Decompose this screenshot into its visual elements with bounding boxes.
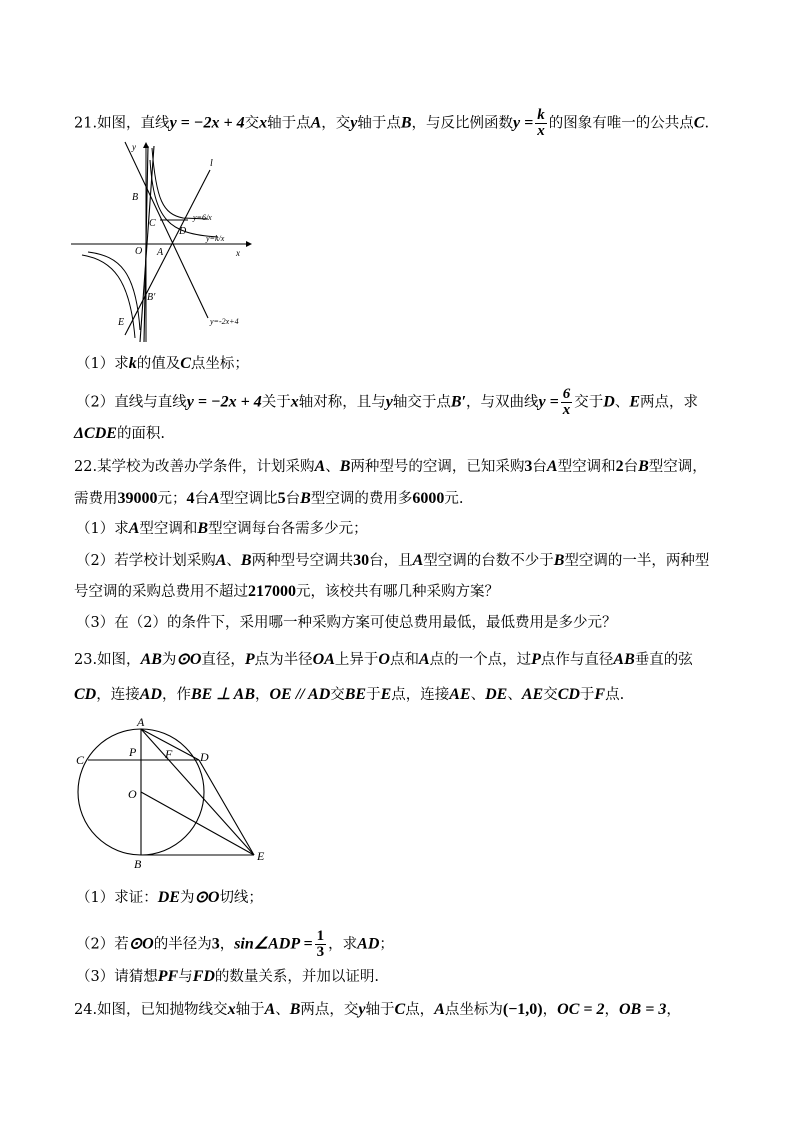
q23-part1: （1）求证：DE为⊙O切线； (76, 889, 263, 906)
segment-AE (141, 729, 254, 855)
q21-part2: （2）直线与直线y = −2x + 4关于x轴对称，且与y轴交于点B′，与双曲线y = $\frac{6}{x}$ 交于D、E两点，求 (76, 386, 698, 418)
label-B: B (132, 192, 139, 203)
segment-DE (199, 760, 254, 855)
label-P: P (129, 745, 137, 759)
label-Bprime: B′ (147, 292, 156, 303)
q23-line2: CD，连接AD，作BE ⊥ AB，OE // AD交BE于E点，连接AE、DE、AE交CD于F点. (74, 686, 625, 703)
q22-part2: （2）若学校计划采购A、B两种型号空调共30台，且A型空调的台数不少于B型空调的一半，两种型 (76, 552, 710, 569)
label-F: F (165, 747, 173, 761)
q23-figure (74, 714, 274, 870)
label-l: l (210, 158, 213, 169)
fraction-k-over-x: $\frac{k}{x}$ (537, 107, 545, 139)
label-y: y (132, 142, 136, 152)
q22-part3: （3）在（2）的条件下，采用哪一种采购方案可使总费用最低，最低费用是多少元？ (76, 615, 617, 631)
label-curve1: y=6/x (193, 213, 212, 222)
fraction-1-over-3: $\frac{1}{3}$ (316, 928, 325, 960)
segment-OE (141, 792, 254, 855)
label-C: C (76, 753, 85, 767)
label-B: B (134, 857, 142, 870)
label-E: E (257, 849, 265, 863)
hyperbola-6-over-x-q3 (82, 255, 135, 338)
label-O: O (135, 246, 143, 257)
q22-part2-cont: 号空调的采购总费用不超过217000元，该校共有哪几种采购方案？ (74, 583, 499, 600)
label-C: C (149, 218, 156, 229)
label-D: D (200, 750, 209, 764)
q21-part1: （1）求k的值及C点坐标； (76, 355, 249, 372)
label-E: E (118, 317, 125, 328)
hyperbola-6-over-x (152, 148, 208, 219)
label-line: y=-2x+4 (210, 317, 239, 326)
q21-figure (68, 140, 253, 345)
q24-line1: 24.如图，已知抛物线交x轴于A、B两点，交y轴于C点，A点坐标为(−1,0)，OC = 2，OB = 3， (74, 1001, 681, 1018)
q21-part2-cont: ΔCDE的面积. (74, 425, 166, 442)
label-O: O (128, 787, 137, 801)
label-A: A (137, 715, 145, 729)
label-A: A (157, 247, 164, 258)
q23-part3: （3）请猜想PF与FD的数量关系，并加以证明. (76, 968, 380, 985)
label-x: x (236, 248, 240, 258)
q23-part2: （2）若⊙O的半径为3，sin∠ADP = $\frac{1}{3}$ ，求AD； (76, 928, 394, 960)
q21-line1: 21.如图，直线y = −2x + 4交x轴于点A，交y轴于点B，与反比例函数y = $\frac{k}{x}$ 的图象有唯一的公共点C. (74, 107, 710, 139)
q23-line1: 23.如图，AB为⊙O直径，P点为半径OA上异于O点和A点的一个点，过P点作与直径AB垂直的弦 (74, 651, 693, 668)
q22-line1: 22.某学校为改善办学条件，计划采购A、B两种型号的空调，已知采购3台A型空调和2台B型空调， (74, 458, 707, 475)
fraction-6-over-x: $\frac{6}{x}$ (562, 386, 571, 418)
q22-part1: （1）求A型空调和B型空调每台各需多少元； (76, 520, 368, 537)
label-curve2: y=k/x (206, 234, 225, 243)
line-y-neg2x-plus4 (125, 142, 208, 318)
x-axis-arrow (246, 241, 252, 247)
q22-line2: 需费用39000元；4台A型空调比5台B型空调的费用多6000元. (74, 490, 464, 507)
label-D: D (179, 226, 187, 237)
